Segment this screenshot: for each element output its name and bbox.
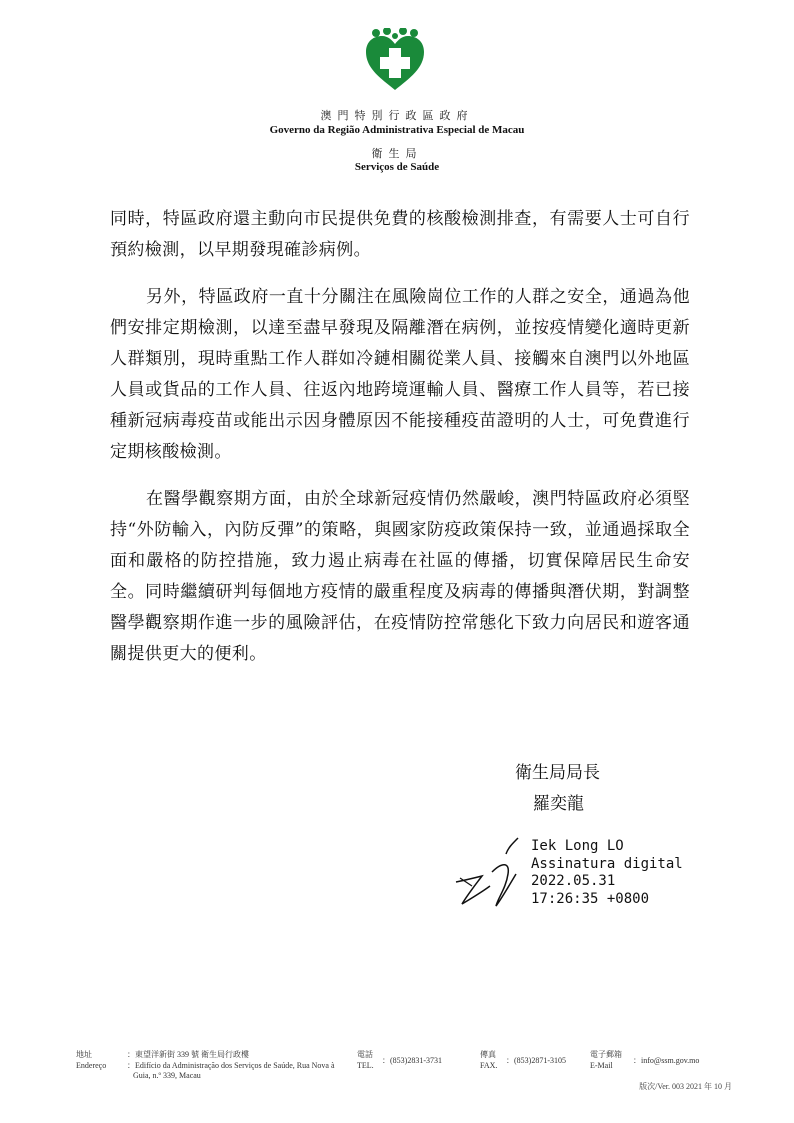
address-label-pt: Endereço (76, 1060, 107, 1070)
paragraph-1: 同時，特區政府還主動向市民提供免費的核酸檢測排查，有需要人士可自行預約檢測，以早期發現確診病例。 (110, 209, 690, 260)
department-name-portuguese: Serviços de Saúde (354, 161, 440, 173)
fax-label-zh: 傳真 (480, 1050, 496, 1059)
digital-signature-stamp (531, 838, 683, 908)
digital-signer: Iek Long LO (531, 838, 624, 854)
digital-time: 17:26:35 +0800 (531, 890, 650, 907)
signer-name: 羅奕龍 (533, 794, 584, 814)
health-services-logo-icon (362, 28, 428, 94)
government-name-portuguese: Governo da Região Administrativa Especial de Macau (269, 124, 525, 136)
footer-address-labels (76, 1050, 106, 1071)
address-zh: ：東望洋新街 339 號 衛生局行政樓 (127, 1050, 249, 1059)
footer-fax-labels (480, 1050, 497, 1071)
footer-fax: ：(853)2871-3105 (506, 1056, 566, 1065)
footer-email: ：info@ssm.gov.mo (633, 1056, 700, 1065)
department-name-chinese: 衛生局 (371, 147, 423, 160)
digital-label: Assinatura digital (531, 855, 683, 872)
email-label-pt: E-Mail (590, 1060, 613, 1070)
paragraph-2: 另外，特區政府一直十分關注在風險崗位工作的人群之安全，通過為他們安排定期檢測，以達至盡早發現及隔離潛在病例，並按疫情變化適時更新人群類別，現時重點工作人群如冷鏈相關從業人員、接觸來自澳門以外地區人員或貨品的工作人員、往返內地跨境運輸人員、醫療工作人員等，若已接種新冠病毒疫苗或能出示因身體原因不能接種疫苗證明的人士，可免費進行定期核酸檢測。 (110, 287, 690, 462)
tel-label-pt: TEL. (357, 1060, 374, 1070)
handwritten-signature-icon (452, 832, 532, 914)
government-name-chinese: 澳門特別行政區政府 (320, 109, 474, 122)
footer-address (127, 1050, 347, 1082)
footer-tel-labels (357, 1050, 374, 1071)
fax-label-pt: FAX. (480, 1060, 498, 1070)
signer-title: 衛生局局長 (515, 763, 600, 783)
letter-body (110, 204, 690, 686)
email-label-zh: 電子郵箱 (590, 1050, 622, 1059)
paragraph-3: 在醫學觀察期方面，由於全球新冠疫情仍然嚴峻，澳門特區政府必須堅持“外防輸入，內防反彈”的策略，與國家防疫政策保持一致，並通過採取全面和嚴格的防控措施，致力遏止病毒在社區的傳播，切實保障居民生命安全。同時繼續研判每個地方疫情的嚴重程度及病毒的傳播與潛伏期，對調整醫學觀察期作進一步的風險評估，在疫情防控常態化下致力向居民和遊客通關提供更大的便利。 (110, 489, 690, 664)
address-pt-line2: Guia, n.º 339, Macau (133, 1071, 201, 1080)
address-label-zh: 地址 (76, 1050, 92, 1059)
footer-email-labels (590, 1050, 622, 1071)
signature-block (515, 758, 600, 820)
digital-date: 2022.05.31 (531, 873, 616, 889)
footer-tel: ：(853)2831-3731 (382, 1056, 442, 1065)
tel-label-zh: 電話 (357, 1050, 373, 1059)
address-pt-line1: ：Edifício da Administração dos Serviços de Saúde, Rua Nova à (127, 1060, 335, 1070)
document-version: 版次/Ver. 003 2021 年 10 月 (639, 1082, 732, 1091)
